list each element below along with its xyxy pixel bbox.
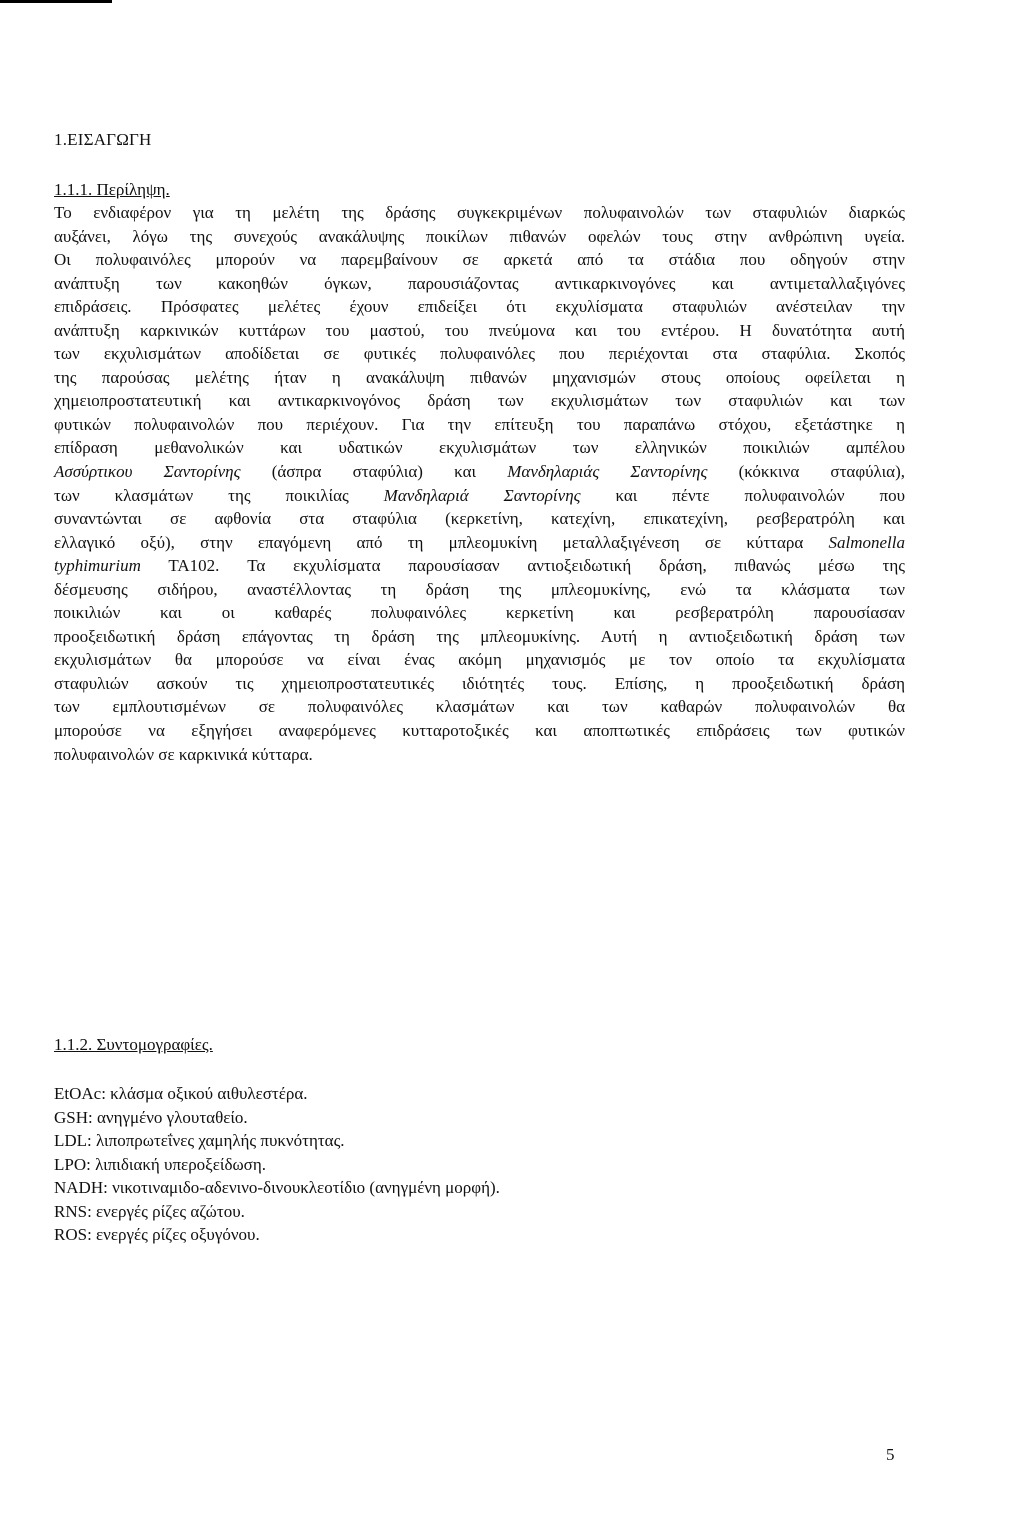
text-run: Το ενδιαφέρον για τη μελέτη της δράσης συγκεκριμένων πολυφαινολών των σταφυλιών διαρκώς [54,203,905,222]
text-run: επιδράσεις. Πρόσφατες μελέτες έχουν επιδείξει ότι εκχυλίσματα σταφυλιών ανέστειλαν την [54,297,905,317]
summary-line [54,601,905,625]
summary-line [54,436,905,460]
text-run: (άσπρα σταφύλια) και [240,462,508,482]
text-run: χημειοπροστατευτική και αντικαρκινογόνος δράση των εκχυλισμάτων των σταφυλιών και των [54,391,905,411]
summary-line [54,248,905,272]
summary-line [54,648,905,672]
text-run: προοξειδωτική δράση επάγοντας τη δράση της μπλεομυκίνης. Αυτή η αντιοξειδωτική δράση των [54,626,905,646]
abbreviation-item: RNS: ενεργές ρίζες αζώτου. [54,1201,245,1221]
text-run: αυξάνει, λόγω της συνεχούς ανακάλυψης ποικίλων πιθανών οφελών τους στην ανθρώπινη υγεία. [54,226,905,246]
text-run: ανάπτυξη καρκινικών κυττάρων του μαστού, του πνεύμονα και του εντέρου. Η δυνατότητα αυτή [54,320,905,340]
text-run: σταφυλιών ασκούν τις χημειοπροστατευτικές ιδιότητές τους. Επίσης, η προοξειδωτική δράση [54,673,905,693]
summary-line [54,389,905,413]
text-run: της παρούσας μελέτης ήταν η ανακάλυψη πιθανών μηχανισμών στους οποίους οφείλεται η [54,367,905,387]
section-abbreviations-title: 1.1.2. Συντομογραφίες. [54,1035,213,1054]
summary-line [54,319,905,343]
text-run: εκχυλισμάτων θα μπορούσε να είναι ένας ακόμη μηχανισμός με τον οποίο τα εκχυλίσματα [54,650,905,670]
summary-line [54,366,905,390]
text-run: επίδραση μεθανολικών και υδατικών εκχυλισμάτων των ελληνικών ποικιλιών αμπέλου [54,438,905,458]
text-run: πολυφαινολών σε καρκινικά κύτταρα. [54,744,313,764]
summary-line [54,272,905,296]
text-run: μπορούσε να εξηγήσει αναφερόμενες κυτταροτοξικές και αποπτωτικές επιδράσεις των φυτικών [54,721,905,741]
abbreviation-item: EtOAc: κλάσμα οξικού αιθυλεστέρα. [54,1084,308,1103]
text-run: Οι πολυφαινόλες μπορούν να παρεμβαίνουν σε αρκετά από τα στάδια που οδηγούν στην [54,250,905,270]
italic-term: Ασσύρτικου Σαντορίνης [54,462,241,482]
italic-term: typhimurium [54,556,141,576]
summary-line [54,201,905,225]
text-run: δέσμευσης σιδήρου, αναστέλλοντας τη δράση της μπλεομυκίνης, ενώ τα κλάσματα των [54,579,905,599]
abbreviation-item: GSH: ανηγμένο γλουταθείο. [54,1107,248,1127]
summary-line [54,460,905,484]
summary-line [54,695,905,719]
abbreviation-item: NADH: νικοτιναμιδο-αδενινο-δινουκλεοτίδιο (ανηγμένη μορφή). [54,1178,500,1197]
summary-line [54,719,905,743]
text-run: ανάπτυξη των κακοηθών όγκων, παρουσιάζοντας αντικαρκινογόνες και αντιμεταλλαξιγόνες [54,273,905,293]
italic-term: Μανδηλαριά Σαντορίνης [383,485,581,505]
text-run: των κλασμάτων της ποικιλίας [54,485,384,505]
summary-line [54,672,905,696]
abbreviation-item: ROS: ενεργές ρίζες οξυγόνου. [54,1225,260,1244]
summary-line [54,413,905,437]
chapter-heading: 1.ΕΙΣΑΓΩΓΗ [54,130,152,149]
text-run: φυτικών πολυφαινολών που περιέχουν. Για την επίτευξη του παραπάνω στόχου, εξετάστηκε η [54,414,905,434]
summary-line [54,342,905,366]
section-summary-title: 1.1.1. Περίληψη. [54,180,170,199]
summary-line [54,554,905,578]
text-run: ελλαγικό οξύ), στην επαγόμενη από τη μπλεομυκίνη μεταλλαξιγένεση σε κύτταρα [54,532,829,552]
italic-term: Μανδηλαριάς Σαντορίνης [507,462,708,482]
text-run: (κόκκινα σταφύλια), [707,462,905,482]
abbreviations-list [54,1082,500,1247]
summary-paragraph [54,201,905,766]
summary-line [54,507,905,531]
summary-line [54,295,905,319]
summary-line [54,625,905,649]
text-run: συναντώνται σε αφθονία στα σταφύλια (κερκετίνη, κατεχίνη, επικατεχίνη, ρεσβερατρόλη και [54,509,905,529]
abbreviation-item: LPO: λιπιδιακή υπεροξείδωση. [54,1154,266,1174]
text-run: των εμπλουτισμένων σε πολυφαινόλες κλασμάτων και των καθαρών πολυφαινολών θα [54,697,905,717]
text-run: ποικιλιών και οι καθαρές πολυφαινόλες κερκετίνη και ρεσβερατρόλη παρουσίασαν [54,603,905,623]
summary-line [54,578,905,602]
summary-line [54,743,905,767]
scan-edge-mark [0,0,112,3]
text-run: των εκχυλισμάτων αποδίδεται σε φυτικές πολυφαινόλες που περιέχονται στα σταφύλια. Σκοπός [54,344,905,364]
italic-term: Salmonella [828,532,905,552]
summary-line [54,484,905,508]
abbreviation-item: LDL: λιποπρωτεΐνες χαμηλής πυκνότητας. [54,1131,345,1150]
text-run: και πέντε πολυφαινολών που [580,485,905,505]
page-number: 5 [886,1445,895,1464]
summary-line [54,531,905,555]
summary-line [54,225,905,249]
text-run: TA102. Τα εκχυλίσματα παρουσίασαν αντιοξειδωτική δράση, πιθανώς μέσω της [140,556,905,576]
